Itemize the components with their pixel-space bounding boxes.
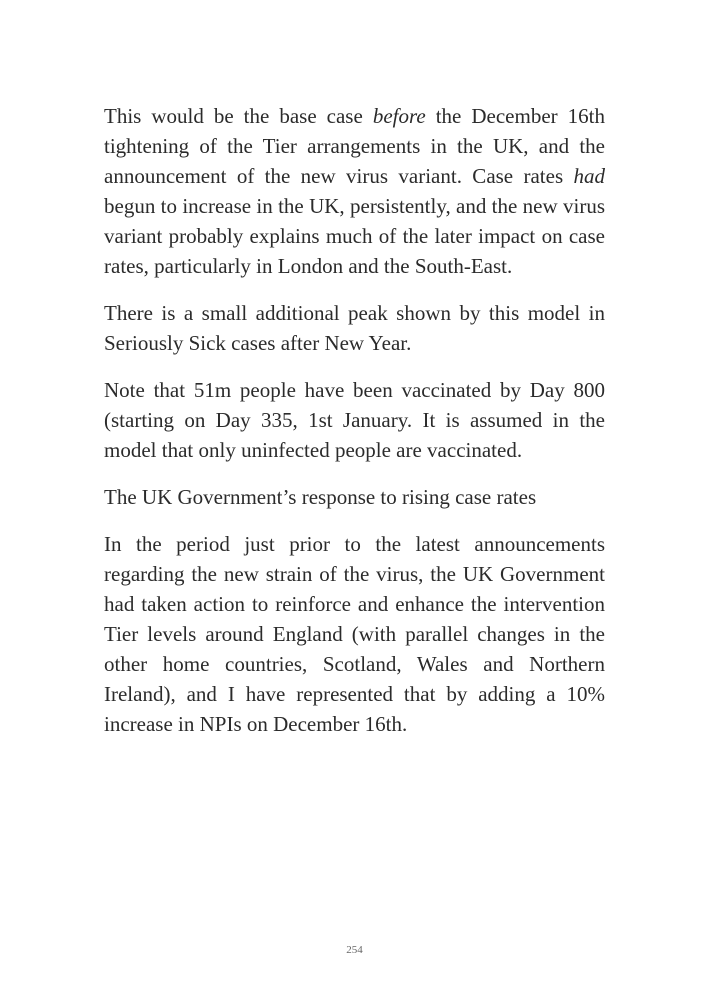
italic-emphasis-had: had [573, 164, 605, 188]
page-number: 254 [346, 944, 363, 956]
paragraph-segment: begun to increase in the UK, persistently, and the new virus variant probably explains much of the later impact on case rates, particularly in London and the South-East. [104, 194, 605, 278]
page-body [104, 101, 605, 756]
paragraph-additional-peak [104, 298, 605, 358]
paragraph-vaccination-note [104, 375, 605, 465]
paragraph-segment: This would be the base case [104, 104, 373, 128]
paragraph-segment: There is a small additional peak shown by this model in Seriously Sick cases after New Year. [104, 301, 605, 355]
italic-emphasis-before: before [372, 104, 426, 128]
section-heading: The UK Government’s response to rising case rates [104, 485, 537, 509]
paragraph-segment: Note that 51m people have been vaccinated by Day 800 (starting on Day 335, 1st January. It is assumed in the model that only uninfected people are vaccinated. [104, 378, 605, 462]
paragraph-government-response: In the period just prior to the latest announcements regarding the new strain of the virus, the UK Government had taken action to reinforce and enhance the intervention Tier levels around England (with parallel changes in the other home countries, Scotland, Wales and Northern Ireland), and I have represented that by adding a 10% increase in NPIs on December 16th. [104, 532, 605, 736]
paragraph-base-case [104, 101, 605, 281]
paragraph-segment: the December 16th tightening of the Tier arrangements in the UK, and the announcement of the new virus variant. Case rates [104, 104, 605, 188]
